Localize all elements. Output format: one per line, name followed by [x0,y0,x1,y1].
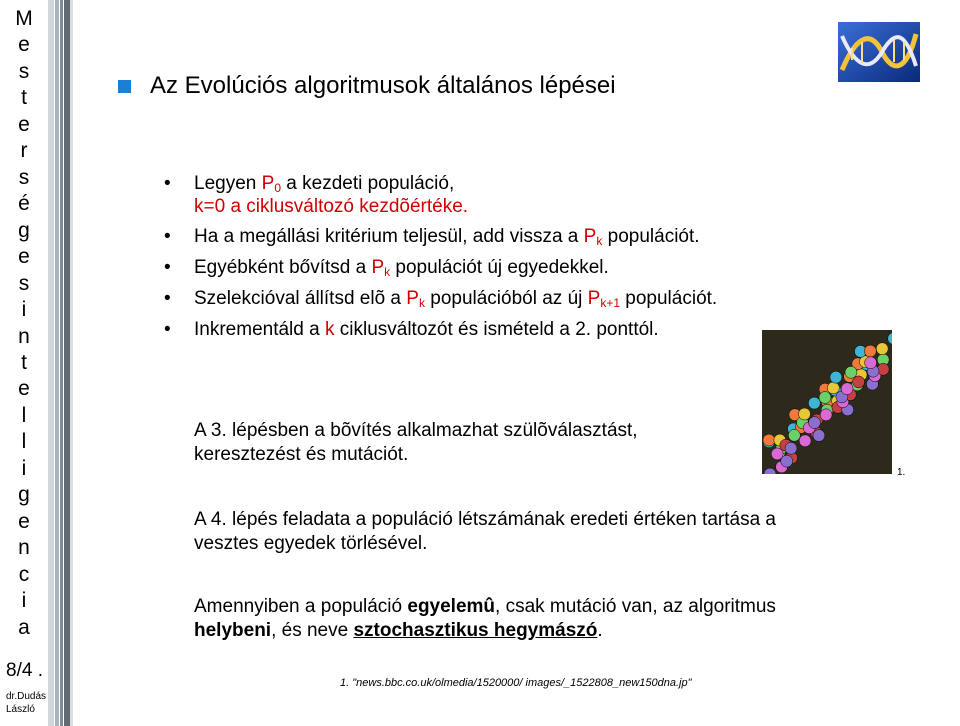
note-text: , csak mutáció van, az algoritmus [495,596,776,617]
bullet-dot: • [164,288,171,309]
population-subscript: k [418,296,425,310]
atom-ball [827,382,839,394]
footnote: 1. "news.bbc.co.uk/olmedia/1520000/ images/_1522808_new150dna.jp" [340,677,692,689]
population-symbol: P [583,226,597,247]
loop-variable: k [324,319,335,340]
title-row [118,72,616,100]
atom-ball [853,376,865,388]
step-text: populációból az új [424,288,588,309]
step-text: Legyen [194,173,262,194]
step-text: populációt. [602,226,700,247]
atom-ball [819,392,831,404]
note-line: A 4. lépés feladata a populáció létszámának eredeti értéken tartása a [194,509,776,530]
molecule-image [762,330,892,474]
figure-reference: 1. [897,467,906,478]
author-line-1: dr.Dudás [6,691,47,702]
side-title-letter: t [21,86,27,110]
note-hill-climbing [194,595,874,643]
vertical-side-title [0,0,48,660]
atom-ball [876,343,888,355]
atom-ball [799,408,811,420]
population-subscript: k [384,265,391,279]
author-line-2: László [6,704,35,715]
atom-ball [864,345,876,357]
side-title-letter: n [18,536,30,560]
atom-ball [808,397,820,409]
side-title-letter: i [21,456,27,480]
page-number: 8/4 . [6,660,43,681]
list-item [164,256,844,279]
note-step-4 [194,508,874,556]
atom-ball [799,435,811,447]
list-item [164,172,844,218]
note-line: A 3. lépésben a bõvítés alkalmazhat szülõválasztást, [194,420,638,441]
side-title-letter: e [18,377,30,401]
bold-term: helybeni [194,620,272,641]
population-subscript: 0 [274,181,281,195]
step-text: a kezdeti populáció, [281,173,455,194]
side-title-letter: c [18,562,30,586]
atom-ball [865,357,877,369]
note-text: . [597,620,603,641]
side-title-letter: n [18,324,30,348]
side-title-letter: i [21,589,27,613]
bold-term: sztochasztikus hegymászó [353,620,598,641]
atom-ball [845,366,857,378]
side-title-letter: e [18,245,30,269]
population-symbol: P [587,288,601,309]
atom-ball [763,434,775,446]
side-title-letter: s [18,59,30,83]
note-text: Amennyiben a populáció [194,596,408,617]
step-text: populációt. [620,288,718,309]
side-title-letter: e [18,33,30,57]
population-subscript: k+1 [600,296,621,310]
step-list [164,172,844,341]
bullet-dot: • [164,226,171,247]
step-text: populációt új egyedekkel. [390,257,609,278]
side-title-letter: g [18,218,30,242]
note-line: keresztezést és mutációt. [194,444,409,465]
step-text: Egyébként bővítsd a [194,257,372,278]
side-title-letter: r [20,139,28,163]
decorative-side-bars [48,0,78,726]
side-title-letter: l [21,403,27,427]
step-text: ciklusváltozót és ismételd a 2. ponttól. [334,319,659,340]
atom-ball [820,409,832,421]
side-title-letter: s [18,271,30,295]
author [6,690,52,716]
note-line: vesztes egyedek törlésével. [194,533,428,554]
list-item [164,318,844,341]
side-title-letter: é [18,192,30,216]
atom-ball [788,429,800,441]
bullet-dot: • [164,257,171,278]
side-title-letter: M [15,7,33,30]
list-item [164,287,844,310]
atom-ball [785,442,797,454]
bullet-dot: • [164,173,171,194]
population-symbol: P [261,173,275,194]
atom-ball [830,371,842,383]
population-symbol: P [406,288,419,309]
slide-title: Az Evolúciós algoritmusok általános lépései [150,72,616,99]
side-title-letter: s [18,165,30,189]
step-text: Szelekcióval állítsd elõ a [194,288,407,309]
side-title-letter: t [21,350,27,374]
square-bullet-icon [118,80,131,93]
population-subscript: k [596,234,603,248]
step-text: Inkrementáld a [194,319,325,340]
bold-term: egyelemû [407,596,496,617]
side-title-letter: g [18,483,30,507]
atom-ball [809,417,821,429]
note-text: , és neve [271,620,354,641]
atom-ball [813,430,825,442]
side-title-letter: e [18,509,30,533]
population-symbol: P [371,257,385,278]
list-item [164,225,844,248]
dna-logo-icon [838,22,920,82]
side-title-letter: l [21,430,27,454]
bullet-dot: • [164,319,171,340]
side-title-letter: e [18,112,30,136]
side-title-letter: a [18,615,30,639]
step-text: Ha a megállási kritérium teljesül, add vissza a [194,226,584,247]
atom-ball [841,383,853,395]
atom-ball [771,448,783,460]
step-text-line2: k=0 a ciklusváltozó kezdõértéke. [194,196,469,217]
side-title-letter: i [21,298,27,322]
